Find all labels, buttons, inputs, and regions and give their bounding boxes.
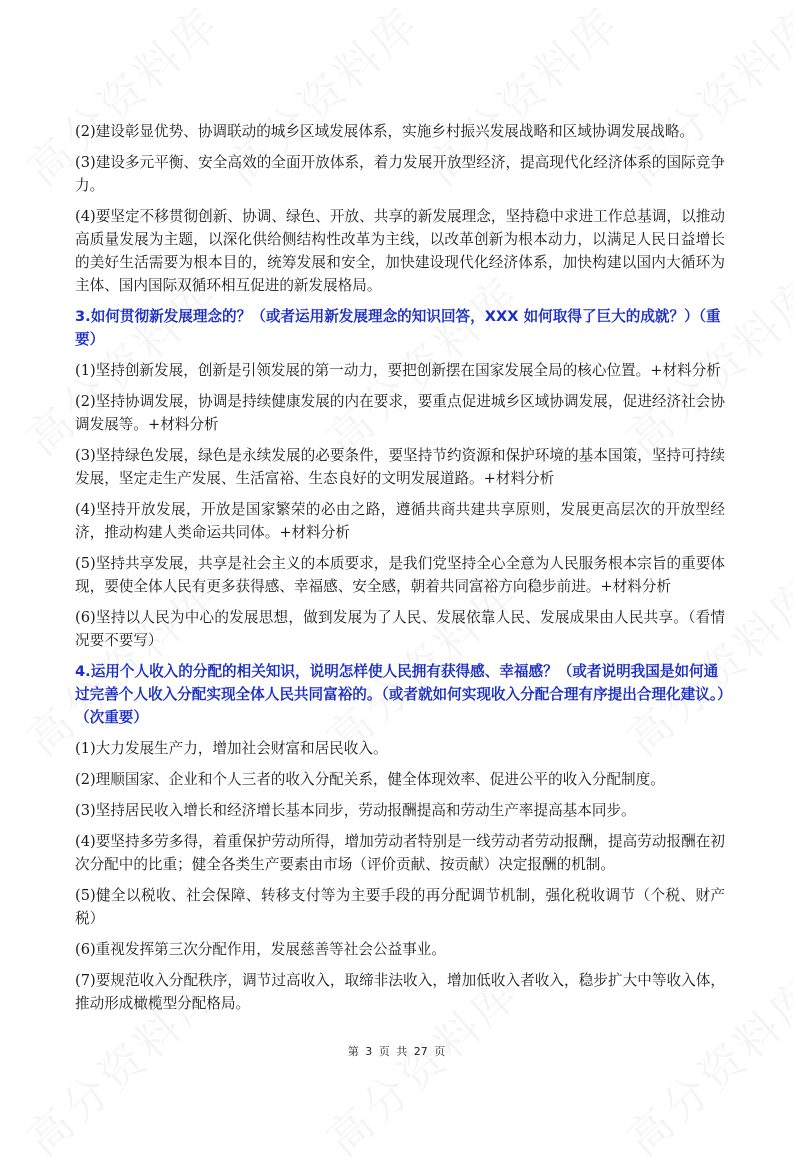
answer-item: (1)大力发展生产力，增加社会财富和居民收入。 <box>75 740 388 757</box>
document-body <box>75 120 725 1023</box>
answer-item: (6)重视发挥第三次分配作用，发展慈善等社会公益事业。 <box>75 941 446 958</box>
answer-item: (3)坚持绿色发展，绿色是永续发展的必要条件，要坚持节约资源和保护环境的基本国策，坚持可持续发展，坚定走生产发展、生活富裕、生态良好的文明发展道路。+材料分析 <box>75 447 725 487</box>
answer-item: (1)坚持创新发展，创新是引领发展的第一动力，要把创新摆在国家发展全局的核心位置。+材料分析 <box>75 362 721 379</box>
answer-item: (2)建设彰显优势、协调联动的城乡区域发展体系，实施乡村振兴发展战略和区域协调发展战略。 <box>75 123 695 140</box>
answer-item: (5)健全以税收、社会保障、转移支付等为主要手段的再分配调节机制，强化税收调节（个税、财产税） <box>75 887 725 927</box>
answer-item: (3)建设多元平衡、安全高效的全面开放体系，着力发展开放型经济，提高现代化经济体系的国际竞争力。 <box>75 154 725 194</box>
answer-item: (2)坚持协调发展，协调是持续健康发展的内在要求，要重点促进城乡区域协调发展，促进经济社会协调发展等。+材料分析 <box>75 393 725 433</box>
question-heading: 3.如何贯彻新发展理念的？（或者运用新发展理念的知识回答，XXX 如何取得了巨大的成就？）（重要） <box>75 308 721 348</box>
answer-item: (7)要规范收入分配秩序，调节过高收入，取缔非法收入，增加低收入者收入，稳步扩大中等收入体，推动形成橄榄型分配格局。 <box>75 972 725 1012</box>
answer-item: (2)理顺国家、企业和个人三者的收入分配关系，健全体现效率、促进公平的收入分配制度。 <box>75 771 665 788</box>
answer-item: (4)要坚定不移贯彻创新、协调、绿色、开放、共享的新发展理念，坚持稳中求进工作总基调，以推动高质量发展为主题，以深化供给侧结构性改革为主线，以改革创新为根本动力，以满足人民日益增长的美好生活需要为根本目的，统筹发展和安全，加快建设现代化经济体系，加快构建以国内大循环为主体、国内国际双循环相互促进的新发展格局。 <box>75 208 725 294</box>
answer-item: (5)坚持共享发展，共享是社会主义的本质要求，是我们党坚持全心全意为人民服务根本宗旨的重要体现，要使全体人民有更多获得感、幸福感、安全感，朝着共同富裕方向稳步前进。+材料分析 <box>75 555 725 595</box>
answer-item: (4)坚持开放发展，开放是国家繁荣的必由之路，遵循共商共建共享原则，发展更高层次的开放型经济，推动构建人类命运共同体。+材料分析 <box>75 501 725 541</box>
page-number-footer: 第 3 页 共 27 页 <box>347 1045 446 1058</box>
answer-item: (4)要坚持多劳多得，着重保护劳动所得，增加劳动者特别是一线劳动者劳动报酬，提高劳动报酬在初次分配中的比重；健全各类生产要素由市场（评价贡献、按贡献）决定报酬的机制。 <box>75 833 725 873</box>
question-heading: 4.运用个人收入的分配的相关知识，说明怎样使人民拥有获得感、幸福感？（或者说明我国是如何通过完善个人收入分配实现全体人民共同富裕的。（或者就如何实现收入分配合理有序提出合理化建议。）（次重要） <box>75 663 725 726</box>
answer-item: (3)坚持居民收入增长和经济增长基本同步，劳动报酬提高和劳动生产率提高基本同步。 <box>75 802 636 819</box>
answer-item: (6)坚持以人民为中心的发展思想，做到发展为了人民、发展依靠人民、发展成果由人民共享。（看情况要不要写） <box>75 609 725 649</box>
